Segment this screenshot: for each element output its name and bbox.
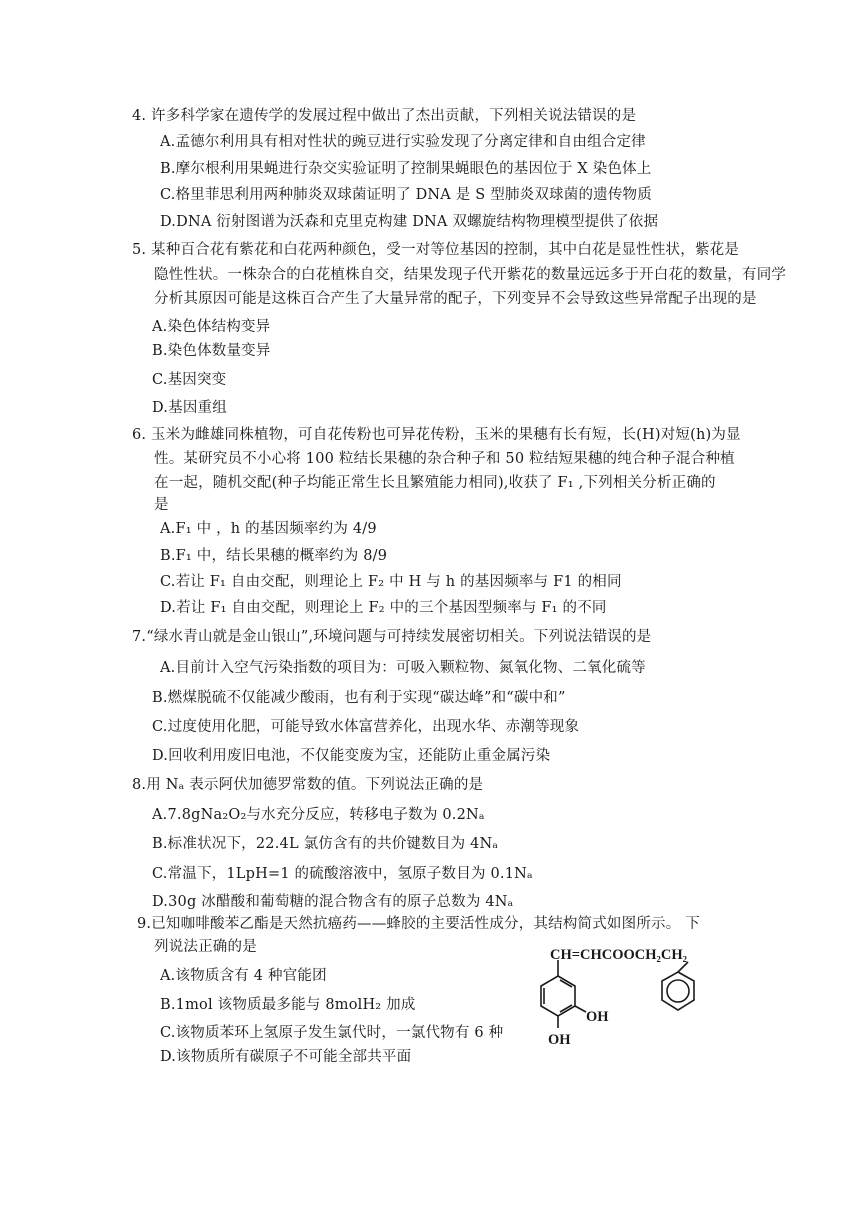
phenyl-ring [662, 962, 694, 1010]
q4-stem: 4. 许多科学家在遗传学的发展过程中做出了杰出贡献，下列相关说法错误的是 [132, 108, 637, 124]
q9-option-a: A.该物质含有 4 种官能团 [160, 968, 327, 984]
q7-stem: 7.“绿水青山就是金山银山”,环境问题与可持续发展密切相关。下列说法错误的是 [132, 629, 652, 645]
q8-stem: 8.用 Nₐ 表示阿伏加德罗常数的值。下列说法正确的是 [132, 777, 484, 793]
q6-stem-line3: 在一起，随机交配(种子均能正常生长且繁殖能力相同),收获了 F₁ ,下列相关分析正确的 [154, 475, 716, 491]
q8-option-d: D.30g 冰醋酸和葡萄糖的混合物含有的原子总数为 4Nₐ [152, 894, 514, 910]
q6-stem-line1: 6. 玉米为雌雄同株植物，可自花传粉也可异花传粉，玉米的果穗有长有短，长(H)对短(h)为显 [132, 427, 741, 443]
q9-stem-line1: 9.已知咖啡酸苯乙酯是天然抗癌药——蜂胶的主要活性成分，其结构简式如图所示。 下 [137, 916, 700, 932]
q8-option-c: C.常温下，1LpH=1 的硫酸溶液中，氢原子数目为 0.1Nₐ [152, 866, 533, 882]
q6-stem-line4: 是 [154, 497, 169, 513]
q6-option-b: B.F₁ 中，结长果穗的概率约为 8/9 [160, 548, 388, 564]
caffeic-acid-phenethyl-ester-structure [520, 940, 720, 1050]
q6-option-c: C.若让 F₁ 自由交配，则理论上 F₂ 中 H 与 h 的基因频率与 F1 的相同 [160, 574, 622, 590]
q8-option-b: B.标准状况下，22.4L 氯仿含有的共价键数目为 4Nₐ [152, 836, 499, 852]
q5-stem-line2: 隐性性状。一株杂合的白花植株自交，结果发现子代开紫花的数量远远多于开白花的数量，有同学 [154, 267, 787, 283]
q6-option-a: A.F₁ 中 ，h 的基因频率约为 4/9 [160, 521, 377, 537]
q6-stem-line2: 性。某研究员不小心将 100 粒结长果穗的杂合种子和 50 粒结短果穗的纯合种子混合种植 [154, 451, 735, 467]
side-chain-label: CH=CHCOOCH₂CH₂ [550, 947, 687, 963]
q7-option-a: A.目前计入空气污染指数的项目为：可吸入颗粒物、氮氧化物、二氧化硫等 [160, 660, 646, 676]
q4-option-c: C.格里菲思利用两种肺炎双球菌证明了 DNA 是 S 型肺炎双球菌的遗传物质 [160, 187, 652, 203]
q9-stem-line2: 列说法正确的是 [154, 939, 257, 955]
q9-option-d: D.该物质所有碳原子不可能全部共平面 [160, 1049, 412, 1065]
q5-option-a: A.染色体结构变异 [152, 319, 271, 335]
q8-option-a: A.7.8gNa₂O₂与水充分反应，转移电子数为 0.2Nₐ [152, 807, 485, 823]
q5-option-d: D.基因重组 [152, 400, 227, 416]
q5-option-c: C.基因突变 [152, 372, 227, 388]
q9-option-b: B.1mol 该物质最多能与 8molH₂ 加成 [160, 997, 416, 1013]
hydroxyl-label-2: OH [548, 1032, 571, 1048]
q9-option-c: C.该物质苯环上氢原子发生氯代时，一氯代物有 6 种 [160, 1025, 504, 1041]
q4-option-d: D.DNA 衍射图谱为沃森和克里克构建 DNA 双螺旋结构物理模型提供了依据 [160, 214, 659, 230]
q5-stem-line1: 5. 某种百合花有紫花和白花两种颜色，受一对等位基因的控制，其中白花是显性性状，紫花是 [132, 242, 740, 258]
catechol-ring [541, 960, 586, 1028]
hydroxyl-label-1: OH [586, 1009, 609, 1025]
q4-option-a: A.孟德尔利用具有相对性状的豌豆进行实验发现了分离定律和自由组合定律 [160, 134, 646, 150]
q6-option-d: D.若让 F₁ 自由交配，则理论上 F₂ 中的三个基因型频率与 F₁ 的不同 [160, 600, 607, 616]
q7-option-b: B.燃煤脱硫不仅能减少酸雨，也有利于实现“碳达峰”和“碳中和” [152, 690, 566, 706]
q7-option-d: D.回收利用废旧电池，不仅能变废为宝，还能防止重金属污染 [152, 748, 551, 764]
q4-option-b: B.摩尔根利用果蝇进行杂交实验证明了控制果蝇眼色的基因位于 X 染色体上 [160, 161, 652, 177]
q5-stem-line3: 分析其原因可能是这株百合产生了大量异常的配子，下列变异不会导致这些异常配子出现的是 [154, 291, 757, 307]
q5-option-b: B.染色体数量变异 [152, 343, 271, 359]
q7-option-c: C.过度使用化肥，可能导致水体富营养化，出现水华、赤潮等现象 [152, 719, 580, 735]
